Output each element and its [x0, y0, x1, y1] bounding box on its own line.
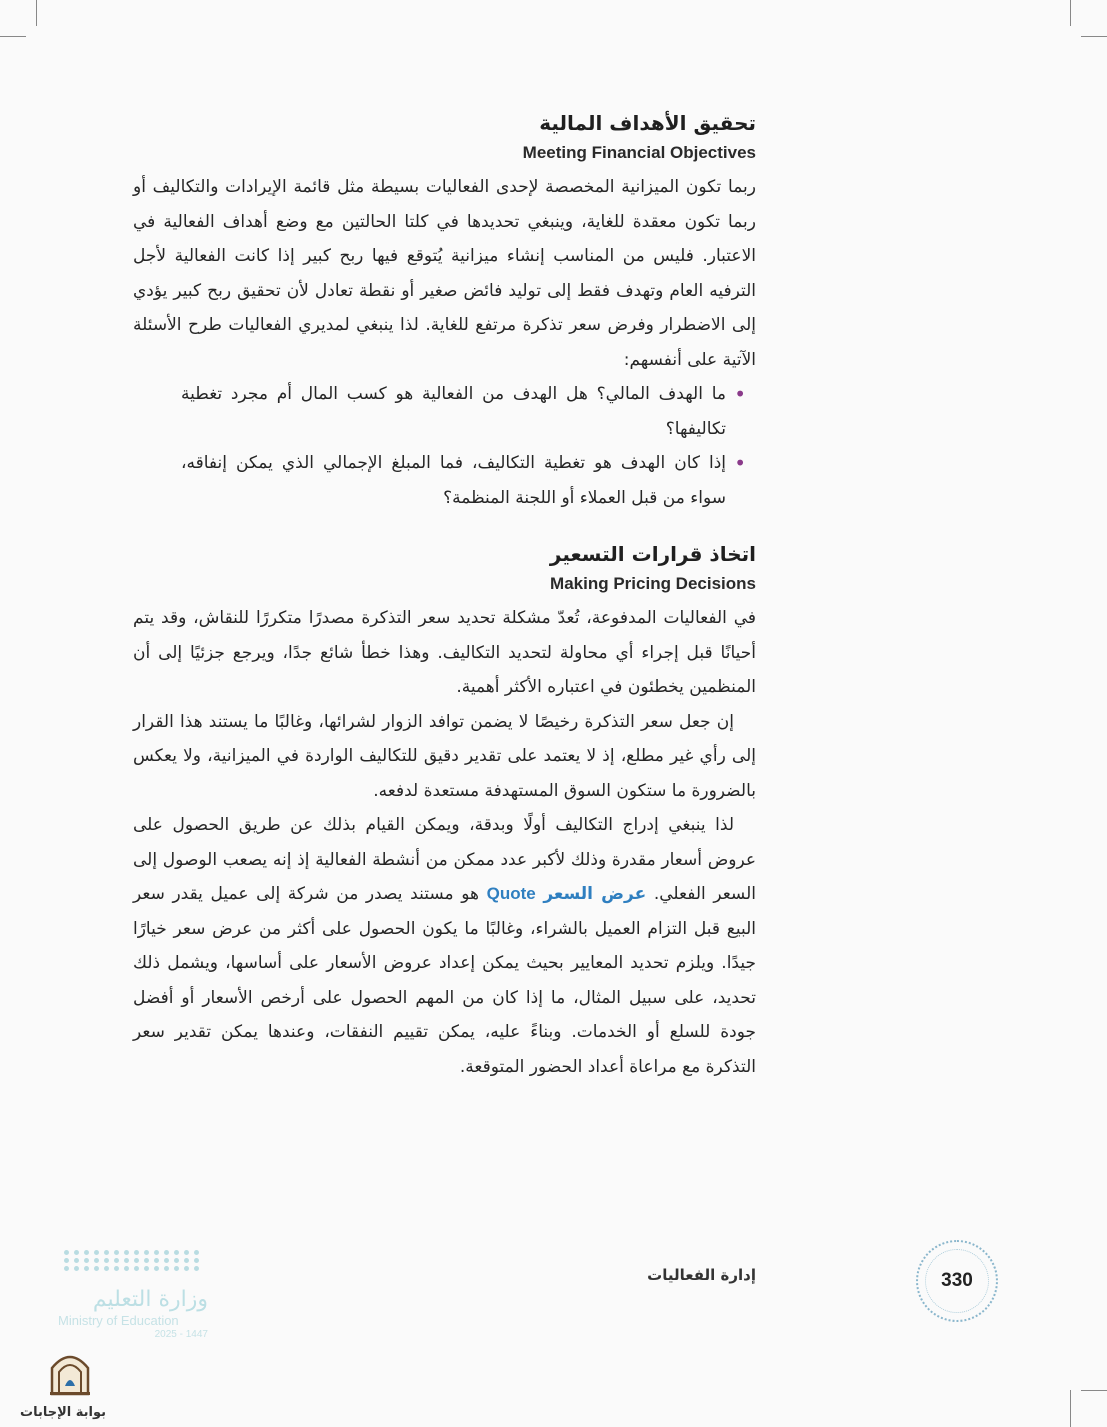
list-item-text: إذا كان الهدف هو تغطية التكاليف، فما المبلغ الإجمالي الذي يمكن إنفاقه، سواء من قبل العملاء أو اللجنة المنظمة؟ — [181, 453, 726, 508]
section-paragraph: في الفعاليات المدفوعة، تُعدّ مشكلة تحديد سعر التذكرة مصدرًا متكررًا للنقاش، وقد يتم أحيانًا قبل إجراء أي محاولة لتحديد التكاليف. وهذا خطأ شائع جدًا، ويرجع جزئيًا إلى أن المنظمين يخطئون في اعتباره الأكثر أهمية. — [133, 608, 756, 697]
glossary-term-en: Quote — [486, 884, 536, 903]
ministry-logo — [58, 1250, 208, 1340]
mosque-icon — [48, 1346, 92, 1396]
bullet-icon: • — [734, 382, 746, 406]
crop-mark-left-top — [0, 36, 26, 37]
section-title-en: Meeting Financial Objectives — [522, 143, 756, 162]
crop-mark-right-bottom — [1081, 1390, 1107, 1391]
ministry-name-en: Ministry of Education — [58, 1313, 179, 1328]
page-number-badge — [916, 1240, 998, 1322]
section-title-ar: اتخاذ قرارات التسعير — [549, 542, 756, 566]
answers-portal-logo — [8, 1346, 118, 1420]
list-item-text: ما الهدف المالي؟ هل الهدف من الفعالية هو كسب المال أم مجرد تغطية تكاليفها؟ — [181, 384, 726, 439]
bullet-icon: • — [734, 451, 746, 475]
question-list — [133, 377, 756, 515]
ministry-year: 2025 - 1447 — [154, 1329, 208, 1340]
section-paragraph: إن جعل سعر التذكرة رخيصًا لا يضمن توافد الزوار لشرائها، وغالبًا ما يستند هذا القرار إلى رأي غير مطلع، إذ لا يعتمد على تقدير دقيق للتكاليف الواردة في الميزانية، ولا يعكس بالضرورة ما ستكون السوق المستهدفة مستعدة لدفعه. — [133, 711, 756, 801]
portal-name: بوابة الإجابات — [20, 1405, 106, 1420]
glossary-term-ar: عرض السعر — [543, 884, 647, 904]
ministry-name-ar: وزارة التعليم — [92, 1287, 208, 1312]
paragraph-text: لذا ينبغي إدراج التكاليف أولًا وبدقة، ويمكن القيام بذلك عن طريق الحصول على عروض أسعار مقدرة وذلك لأكبر عدد ممكن من أنشطة الفعالية إذ إنه يصعب الوصول إلى السعر الفعلي. — [133, 815, 756, 904]
list-item — [181, 377, 756, 446]
book-title: إدارة الفعاليات — [647, 1266, 756, 1284]
page-content — [133, 106, 756, 1084]
section-paragraph — [133, 808, 756, 1084]
crop-mark-top-left — [36, 0, 37, 26]
paragraph-text: هو مستند يصدر من شركة إلى عميل يقدر سعر البيع قبل التزام العميل بالشراء، وغالبًا ما يكون الحصول على أكثر من عرض سعر خيارًا جيدًا. ويلزم تحديد المعايير بحيث يمكن إعداد عروض الأسعار على أساسها، ويشمل ذلك تحديد، على سبيل المثال، ما إذا كان من المهم الحصول على أرخص الأسعار أو أفضل جودة للسلع أو الخدمات. وبناءً عليه، يمكن تقييم النفقات، وعندها يمكن تقدير سعر التذكرة مع مراعاة أعداد الحضور المتوقعة. — [133, 884, 756, 1077]
page-number: 330 — [925, 1249, 989, 1313]
section-paragraph: ربما تكون الميزانية المخصصة لإحدى الفعاليات بسيطة مثل قائمة الإيرادات والتكاليف أو ربما تكون معقدة للغاية، وينبغي تحديدها في كلتا الحالتين مع وضع أهداف الفعالية في الاعتبار. فليس من المناسب إنشاء ميزانية يُتوقع فيها ربح كبير إذا كانت الفعالية لأجل الترفيه العام وتهدف فقط إلى توليد فائض صغير أو نقطة تعادل لأن تحقيق ربح كبير يؤدي إلى الاضطرار وفرض سعر تذكرة مرتفع للغاية. لذا ينبغي لمديري الفعاليات طرح الأسئلة الآتية على أنفسهم: — [133, 177, 756, 370]
pricing-section — [133, 537, 756, 1084]
crop-mark-bottom-right — [1070, 1390, 1071, 1427]
section-title-ar: تحقيق الأهداف المالية — [539, 111, 756, 135]
list-item — [181, 446, 756, 515]
section-title-en: Making Pricing Decisions — [550, 574, 756, 593]
crop-mark-right-top — [1081, 36, 1107, 37]
crop-mark-top-right — [1070, 0, 1071, 26]
ministry-dots-icon — [64, 1250, 208, 1271]
